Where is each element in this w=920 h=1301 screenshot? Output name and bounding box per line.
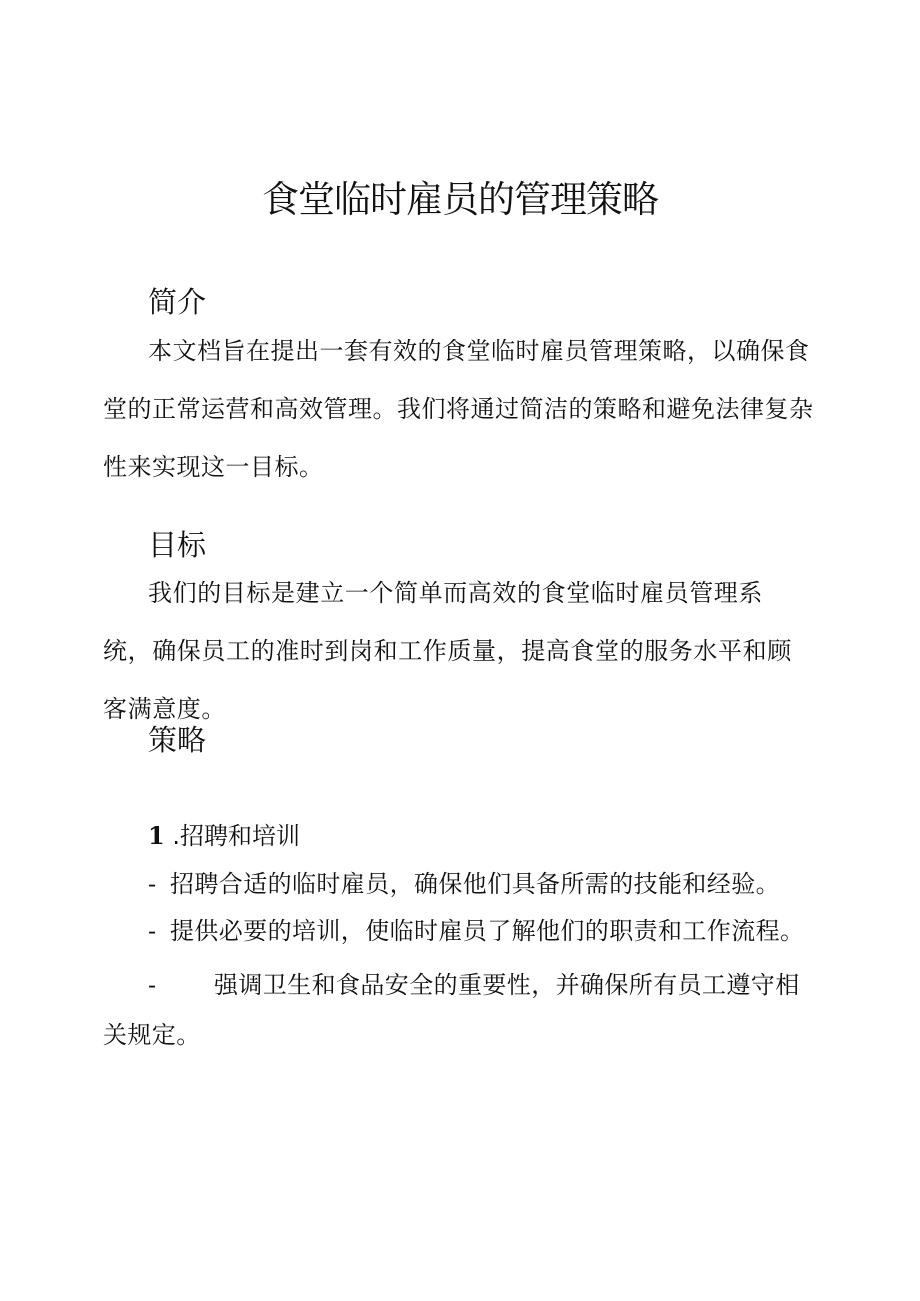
list-item-text: 强调卫生和食品安全的重要性，并确保所有员工遵守相关规定。	[103, 971, 800, 1049]
bullet-dash: -	[148, 971, 157, 999]
list-item	[148, 913, 804, 949]
intro-paragraph: 本文档旨在提出一套有效的食堂临时雇员管理策略，以确保食堂的正常运营和高效管理。我们将通过简洁的策略和避免法律复杂性来实现这一目标。	[103, 337, 814, 481]
list-item-text: 招聘合适的临时雇员，确保他们具备所需的技能和经验。	[170, 870, 780, 898]
bullet-dash: -	[148, 870, 157, 898]
section-heading-strategy: 策略	[148, 723, 207, 757]
list-item-text: 提供必要的培训，使临时雇员了解他们的职责和工作流程。	[170, 917, 805, 945]
list-item	[103, 960, 823, 1060]
subsection-number: 1	[148, 821, 165, 850]
section-heading-goal: 目标	[148, 528, 207, 562]
bullet-dash: -	[148, 917, 157, 945]
subsection-title: .招聘和培训	[172, 822, 300, 850]
list-item	[148, 866, 780, 902]
subsection-heading-recruitment	[148, 818, 300, 854]
document-title: 食堂临时雇员的管理策略	[262, 178, 658, 221]
goal-paragraph: 我们的目标是建立一个简单而高效的食堂临时雇员管理系统，确保员工的准时到岗和工作质量，提高食堂的服务水平和顾客满意度。	[103, 579, 792, 723]
section-heading-intro: 简介	[148, 285, 207, 319]
